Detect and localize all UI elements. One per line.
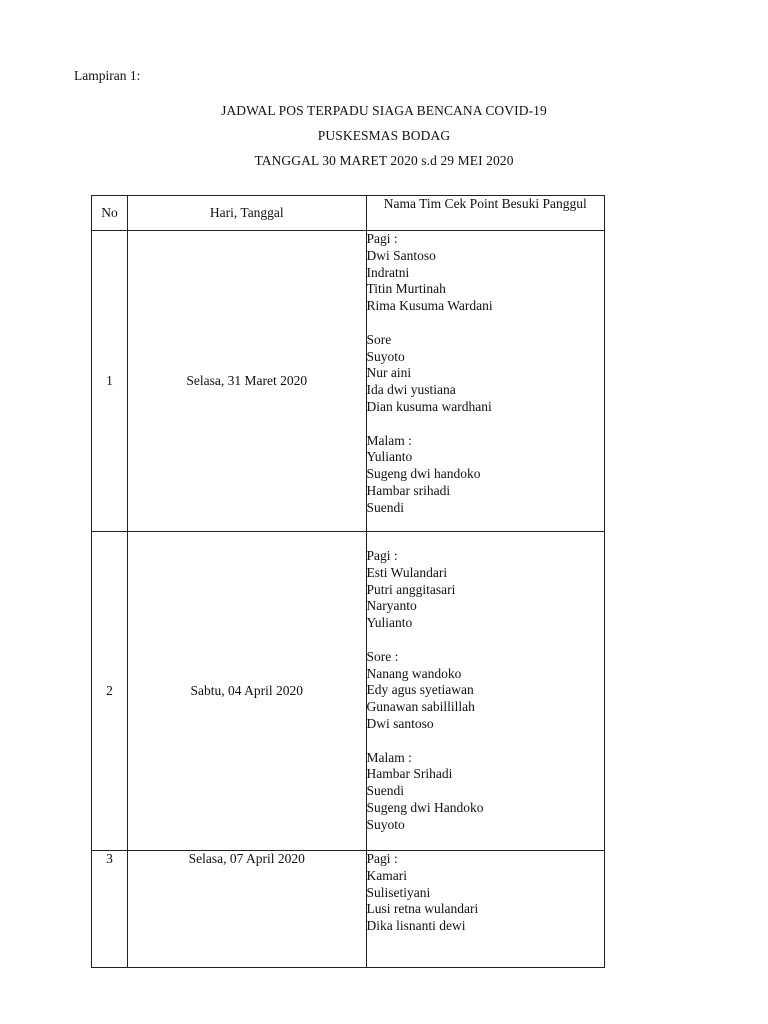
shift-block: [367, 750, 604, 834]
shift-label: Pagi :: [366, 231, 398, 246]
team-member-name: Yulianto: [366, 449, 413, 465]
row-date: Sabtu, 04 April 2020: [128, 532, 366, 851]
document-title: JADWAL POS TERPADU SIAGA BENCANA COVID-19: [221, 103, 547, 118]
team-member-name: Nanang wandoko: [366, 665, 462, 681]
schedule-table: [91, 195, 605, 968]
shift-label: Pagi :: [366, 851, 398, 866]
row-number: 1: [92, 231, 128, 532]
table-row: [92, 231, 605, 532]
shift-label: Malam :: [366, 749, 412, 765]
row-team-list: [366, 851, 604, 968]
team-member-name: Dian kusuma wardhani: [366, 398, 492, 414]
shift-block: [367, 231, 604, 315]
table-row: [92, 851, 605, 968]
team-member-name: Nur aini: [366, 365, 412, 381]
team-member-name: Suyoto: [366, 348, 405, 364]
team-member-name: Sugeng dwi Handoko: [366, 799, 484, 815]
team-member-name: Suyoto: [366, 816, 405, 832]
row-number: 3: [92, 851, 128, 968]
document-subtitle-date-range: TANGGAL 30 MARET 2020 s.d 29 MEI 2020: [254, 153, 514, 168]
team-member-name: Gunawan sabillillah: [366, 699, 475, 715]
team-member-name: Naryanto: [366, 598, 417, 614]
team-member-name: Yulianto: [366, 615, 413, 631]
team-member-name: Ida dwi yustiana: [366, 382, 456, 398]
team-member-name: Sulisetiyani: [366, 884, 431, 900]
team-member-name: Sugeng dwi handoko: [366, 466, 481, 482]
row-team-list: [366, 231, 604, 532]
team-member-name: Dwi Santoso: [366, 247, 436, 263]
table-header-row: [92, 196, 605, 231]
shift-block: [367, 851, 604, 935]
shift-label: Malam :: [366, 432, 412, 448]
team-member-name: Lusi retna wulandari: [366, 901, 479, 917]
team-member-name: Rima Kusuma Wardani: [366, 298, 493, 314]
team-member-name: Suendi: [366, 783, 405, 799]
header-date: Hari, Tanggal: [128, 196, 366, 231]
team-member-name: Titin Murtinah: [366, 281, 446, 297]
shift-label: Sore: [366, 331, 392, 347]
team-member-name: Indratni: [366, 264, 410, 280]
row-number: 2: [92, 532, 128, 851]
document-subtitle-institution: PUSKESMAS BODAG: [317, 128, 451, 143]
shift-block: [367, 433, 604, 517]
shift-block: [367, 332, 604, 416]
row-date: Selasa, 07 April 2020: [128, 851, 366, 968]
schedule-body: [92, 231, 605, 968]
header-team: Nama Tim Cek Point Besuki Panggul: [366, 196, 604, 231]
shift-label: Pagi :: [366, 548, 398, 563]
team-member-name: Suendi: [366, 499, 405, 515]
table-row: [92, 532, 605, 851]
team-member-name: Esti Wulandari: [366, 564, 448, 580]
row-team-list: [366, 532, 604, 851]
team-member-name: Dika lisnanti dewi: [366, 918, 466, 934]
shift-block: [367, 649, 604, 733]
header-no: No: [92, 196, 128, 231]
team-member-name: Hambar srihadi: [366, 482, 451, 498]
team-member-name: Hambar Srihadi: [366, 766, 453, 782]
team-member-name: Kamari: [366, 867, 407, 883]
attachment-label: Lampiran 1:: [74, 68, 141, 83]
team-member-name: Dwi santoso: [366, 715, 434, 731]
shift-label: Sore :: [366, 648, 399, 664]
row-date: Selasa, 31 Maret 2020: [128, 231, 366, 532]
team-member-name: Edy agus syetiawan: [366, 682, 474, 698]
team-member-name: Putri anggitasari: [366, 581, 456, 597]
shift-block: [367, 548, 604, 632]
